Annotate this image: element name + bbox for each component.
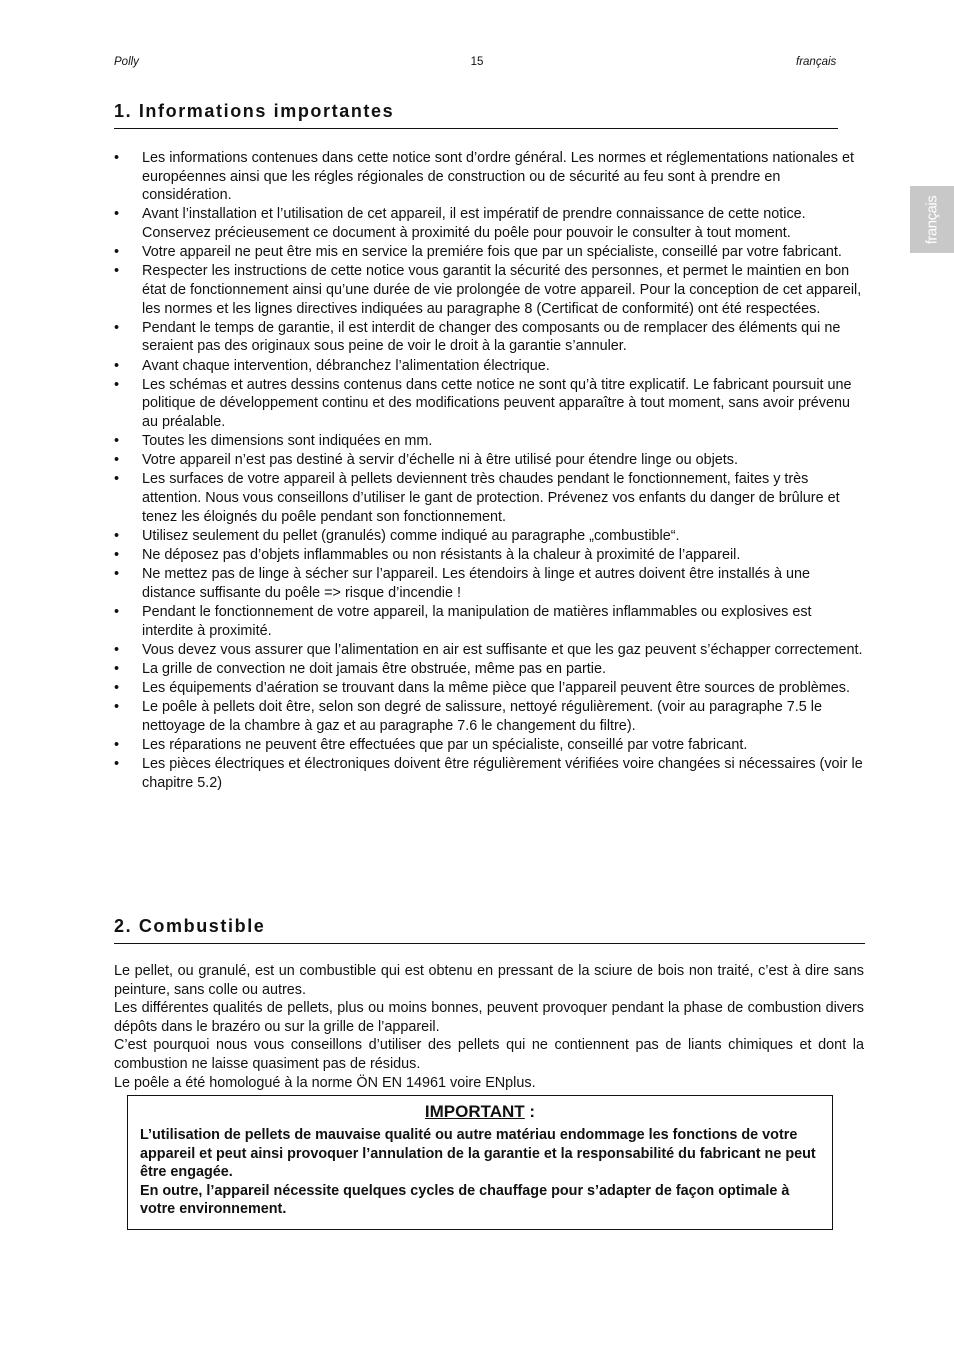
bullet-icon: • <box>114 699 120 716</box>
bullet-icon: • <box>114 566 120 583</box>
list-item <box>114 432 866 451</box>
list-item <box>114 451 866 470</box>
bullet-icon: • <box>114 150 120 166</box>
list-item-text: Toutes les dimensions sont indiquées en mm. <box>142 433 433 450</box>
bullet-icon: • <box>114 471 120 488</box>
list-item-text: Ne déposez pas d’objets inflammables ou non résistants à la chaleur à proximité de l’appareil. <box>142 547 741 563</box>
list-item <box>114 376 866 432</box>
list-item <box>114 527 866 546</box>
bullet-icon: • <box>114 452 120 469</box>
list-item-text: Vous devez vous assurer que l’alimentation en air est suffisante et que les gaz peuvent s’échapper correctement. <box>142 641 863 658</box>
important-notice-box <box>127 1095 833 1230</box>
side-tab-label: français <box>923 195 941 244</box>
bullet-icon: • <box>114 357 120 374</box>
list-item-text: Respecter les instructions de cette notice vous garantit la sécurité des personnes, et permet le maintien en bon état de fonctionnement ainsi qu’une durée de vie prolongée de votre appareil. Pour la conception de cet appareil, les normes et les lignes directives indiquées au paragraphe 8 (Certificat de conformité) ont été respectées. <box>142 263 862 317</box>
list-item <box>114 262 866 318</box>
list-item <box>114 603 866 640</box>
bullet-icon: • <box>114 433 120 450</box>
list-item <box>114 205 866 242</box>
list-item-text: La grille de convection ne doit jamais être obstruée, même pas en partie. <box>142 660 606 677</box>
list-item-text: Votre appareil n’est pas destiné à servir d’échelle ni à être utilisé pour étendre linge ou objets. <box>142 452 738 469</box>
list-item-text: Votre appareil ne peut être mis en service la premiére fois que par un spécialiste, conseillé par votre fabricant. <box>142 244 842 261</box>
paragraph: Le pellet, ou granulé, est un combustible qui est obtenu en pressant de la sciure de bois non traité, c’est à dire sans peinture, sans colle ou autres. <box>114 963 864 998</box>
bullet-icon: • <box>114 527 120 544</box>
bullet-icon: • <box>114 319 120 336</box>
section-1-rule <box>114 128 838 129</box>
bullet-icon: • <box>114 641 120 658</box>
section-1-title: 1. Informations importantes <box>114 101 395 121</box>
list-item <box>114 470 866 526</box>
paragraph: C’est pourquoi nous vous conseillons d’utiliser des pellets qui ne contiennent pas de liants chimiques et dont la combustion ne laisse quasiment pas de résidus. <box>114 1037 864 1072</box>
list-item-text: Pendant le fonctionnement de votre appareil, la manipulation de matières inflammables ou explosives est interdite à proximité. <box>142 603 812 639</box>
list-item <box>114 755 866 792</box>
bullet-icon: • <box>114 756 120 773</box>
page-number: 15 <box>470 56 484 68</box>
list-item <box>114 565 866 602</box>
bullet-icon: • <box>114 547 120 563</box>
important-line: L’utilisation de pellets de mauvaise qualité ou autre matériau endommage les fonctions de votre appareil et peut ainsi provoquer l’annulation de la garantie et la responsabilité du fabricant ne peut être engagée. <box>140 1127 816 1181</box>
list-item <box>114 679 866 698</box>
section-2-rule <box>114 943 865 944</box>
list-item <box>114 243 866 262</box>
list-item <box>114 149 866 205</box>
bullet-icon: • <box>114 680 120 697</box>
combustible-text <box>114 962 864 1092</box>
paragraph: Les différentes qualités de pellets, plus ou moins bonnes, peuvent provoquer pendant la phase de combustion divers dépôts dans le brazéro ou sur la grille de l’appareil. <box>114 1000 864 1035</box>
list-item-text: Ne mettez pas de linge à sécher sur l’appareil. Les étendoirs à linge et autres doivent être installés à une distance suffisante du poêle => risque d’incendie ! <box>142 566 810 601</box>
list-item-text: Les schémas et autres dessins contenus dans cette notice ne sont qu’à titre explicatif. Le fabricant poursuit une politique de développement continu et des modifications peuvent apparaître à tout moment, sans avoir prévenu au préalable. <box>142 376 852 430</box>
list-item <box>114 641 866 660</box>
list-item-text: Le poêle à pellets doit être, selon son degré de salissure, nettoyé régulièrement. (voir au paragraphe 7.5 le nettoyage de la chambre à gaz et au paragraphe 7.6 le changement du filtre). <box>142 699 822 734</box>
list-item-text: Les informations contenues dans cette notice sont d’ordre général. Les normes et réglementations nationales et européennes ainsi que les régles régionales de construction ou de sécurité au feu sont à prendre en considération. <box>142 150 854 204</box>
list-item-text: Pendant le temps de garantie, il est interdit de changer des composants ou de remplacer des éléments qui ne seraient pas des originaux sous peine de voir le droit à la garantie s’annuler. <box>142 319 841 355</box>
list-item <box>114 736 866 755</box>
important-info-list <box>114 149 866 793</box>
header-language: français <box>796 56 837 68</box>
bullet-icon: • <box>114 244 120 261</box>
list-item-text: Les surfaces de votre appareil à pellets deviennent très chaudes pendant le fonctionnement, faites y très attention. Nous vous conseillons d’utiliser le gant de protection. Prévenez vos enfants du danger de brûlure et tenez les éloignés du poêle pendant son fonctionnement. <box>142 471 840 525</box>
bullet-icon: • <box>114 603 120 620</box>
list-item <box>114 660 866 679</box>
list-item <box>114 357 866 376</box>
language-side-tab <box>910 186 954 253</box>
list-item-text: Les équipements d’aération se trouvant dans la même pièce que l’appareil peuvent être sources de problèmes. <box>142 680 850 697</box>
important-line: En outre, l’appareil nécessite quelques cycles de chauffage pour s’adapter de façon optimale à votre environnement. <box>140 1182 790 1218</box>
list-item <box>114 698 866 735</box>
list-item-text: Utilisez seulement du pellet (granulés) comme indiqué au paragraphe „combustible“. <box>142 527 680 544</box>
paragraph: Le poêle a été homologué à la norme ÖN EN 14961 voire ENplus. <box>114 1074 536 1091</box>
important-title-label: IMPORTANT <box>424 1102 525 1121</box>
bullet-icon: • <box>114 206 120 223</box>
header-doc-name: Polly <box>114 56 139 68</box>
important-title <box>128 1102 832 1122</box>
important-title-suffix: : <box>524 1102 536 1121</box>
list-item-text: Avant chaque intervention, débranchez l’alimentation électrique. <box>142 357 550 374</box>
list-item <box>114 546 866 565</box>
section-2-title: 2. Combustible <box>114 916 266 936</box>
list-item <box>114 319 866 356</box>
bullet-icon: • <box>114 263 120 280</box>
list-item-text: Les pièces électriques et électroniques doivent être régulièrement vérifiées voire changées si nécessaires (voir le chapitre 5.2) <box>142 756 863 791</box>
list-item-text: Les réparations ne peuvent être effectuées que par un spécialiste, conseillé par votre fabricant. <box>142 737 748 754</box>
bullet-icon: • <box>114 660 120 677</box>
important-text <box>140 1126 820 1219</box>
bullet-icon: • <box>114 376 120 393</box>
list-item-text: Avant l’installation et l’utilisation de cet appareil, il est impératif de prendre connaissance de cette notice. Conservez précieusement ce document à proximité du poêle pour pouvoir le consulter à tout moment. <box>142 206 806 241</box>
bullet-icon: • <box>114 737 120 754</box>
